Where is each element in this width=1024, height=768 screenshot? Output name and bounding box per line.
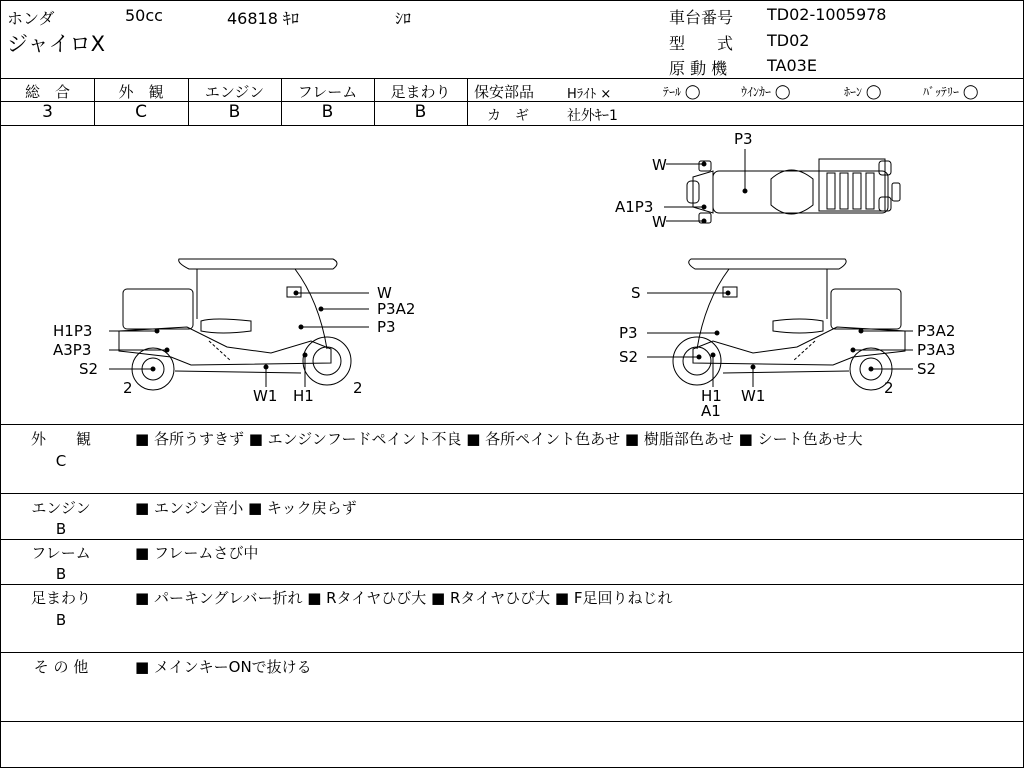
engine-label: 原 動 機: [669, 59, 728, 78]
key-label: カ ギ: [487, 108, 529, 124]
marker-left-h1: H1: [293, 387, 314, 405]
comment-text-frame: ■ フレームさび中: [135, 544, 259, 562]
comment-text-other: ■ メインキーONで抜ける: [135, 658, 312, 676]
grade-value-frame: B: [321, 102, 334, 122]
key-value: 社外ｷｰ1: [567, 108, 618, 124]
comment-grade-frame: B: [55, 565, 67, 583]
marker-right-s: S: [631, 284, 641, 302]
safety-item-headlight: Hﾗｲﾄ ×: [567, 87, 612, 102]
grade-value-engine: B: [228, 102, 241, 122]
marker-right-w1: W1: [741, 387, 766, 405]
chassis-label: 車台番号: [669, 8, 734, 27]
marker-right-s2: S2: [619, 348, 639, 366]
type-value: TD02: [767, 31, 810, 50]
marker-right-p3a3: P3A3: [917, 341, 956, 359]
marker-left-a3p3: A3P3: [53, 341, 92, 359]
divider: [1, 78, 1023, 79]
scooter-top-view: [687, 159, 900, 223]
marker-left-p3: P3: [377, 318, 396, 336]
divider: [1, 584, 1023, 585]
marker-left-s2: S2: [79, 360, 99, 378]
comment-label-other: そ の 他: [33, 658, 89, 676]
marker-left-w: W: [377, 284, 392, 302]
divider: [467, 101, 1023, 102]
comment-label-engine: エンジン: [31, 499, 91, 517]
marker-top-p3: P3: [734, 130, 753, 148]
marker-top-w2: W: [652, 213, 667, 231]
comment-text-engine: ■ エンジン音小 ■ キック戻らず: [135, 499, 357, 517]
safety-item-winker: ｳｲﾝｶｰ ◯: [741, 84, 791, 100]
grade-value-suspension: B: [414, 102, 427, 122]
grade-label-overall: 総 合: [24, 83, 70, 101]
type-label: 型 式: [669, 34, 734, 53]
divider: [467, 78, 468, 125]
safety-item-tail: ﾃｰﾙ ◯: [663, 84, 701, 100]
top-view-markers: [664, 149, 747, 223]
marker-right-tire: 2: [884, 379, 894, 397]
grade-label-frame: フレーム: [297, 83, 358, 101]
left-view-markers: [109, 291, 369, 387]
grade-label-engine: エンジン: [204, 83, 265, 101]
marker-right-h1: H1: [701, 387, 722, 405]
marker-right-p3: P3: [619, 324, 638, 342]
divider: [1, 493, 1023, 494]
comment-text-suspension: ■ パーキングレバー折れ ■ Rタイヤひび大 ■ Rタイヤひび大 ■ F足回りねじれ: [135, 589, 673, 607]
marker-left-tire-front: 2: [353, 379, 363, 397]
color: ｼﾛ: [395, 9, 412, 28]
divider: [1, 721, 1023, 722]
safety-label: 保安部品: [474, 83, 535, 101]
marker-right-a1: A1: [701, 402, 721, 420]
comment-grade-suspension: B: [55, 611, 67, 629]
marker-left-w1: W1: [253, 387, 278, 405]
comment-label-frame: フレーム: [31, 544, 91, 562]
damage-diagram: [1, 126, 1023, 423]
comment-label-suspension: 足まわり: [30, 589, 91, 607]
comment-grade-engine: B: [55, 520, 67, 538]
grade-value-overall: 3: [42, 102, 53, 122]
grade-label-suspension: 足まわり: [390, 83, 451, 101]
divider: [1, 652, 1023, 653]
marker-left-h1p3: H1P3: [53, 322, 93, 340]
marker-left-tire-rear: 2: [123, 379, 133, 397]
comment-label-exterior: 外 観: [30, 430, 91, 448]
marker-top-w1: W: [652, 156, 667, 174]
mileage: 46818 ｷﾛ: [227, 9, 299, 28]
safety-item-horn: ﾎｰﾝ ◯: [844, 84, 882, 100]
engine-value: TA03E: [767, 56, 817, 75]
model-name: ジャイロX: [7, 32, 105, 56]
maker: ホンダ: [7, 9, 55, 28]
marker-right-p3a2: P3A2: [917, 322, 956, 340]
comment-text-exterior: ■ 各所うすきず ■ エンジンフードペイント不良 ■ 各所ペイント色あせ ■ 樹脂部色あせ ■ シート色あせ大: [135, 430, 863, 448]
displacement: 50cc: [125, 6, 163, 25]
grade-value-exterior: C: [135, 102, 147, 122]
comment-grade-exterior: C: [55, 452, 67, 470]
chassis-value: TD02-1005978: [767, 5, 887, 24]
divider: [1, 424, 1023, 425]
safety-item-battery: ﾊﾞｯﾃﾘｰ ◯: [923, 84, 979, 100]
marker-right-s2b: S2: [917, 360, 937, 378]
marker-top-a1p3: A1P3: [615, 198, 654, 216]
grade-label-exterior: 外 観: [118, 83, 164, 101]
divider: [1, 539, 1023, 540]
marker-left-p3a2: P3A2: [377, 300, 416, 318]
